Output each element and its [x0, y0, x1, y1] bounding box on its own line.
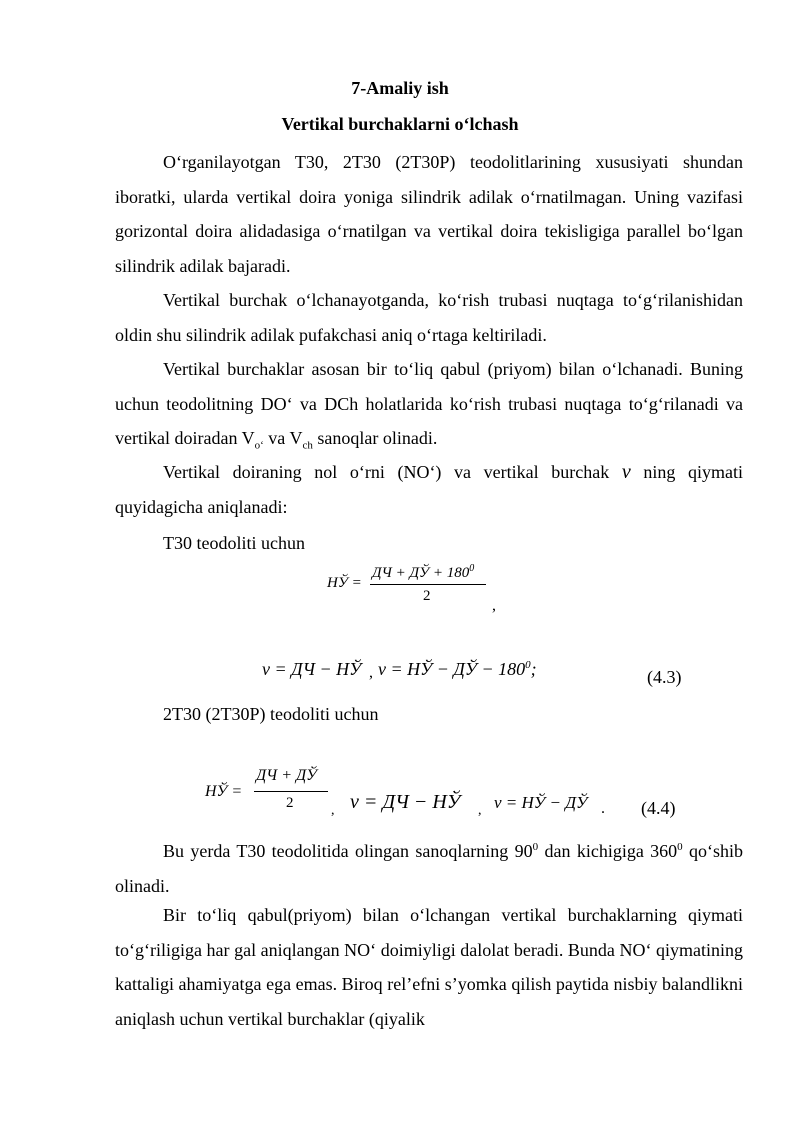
formula-1-denominator: 2 — [423, 588, 431, 604]
formula-1-numerator-text: ДЧ + ДЎ + 180 — [372, 565, 470, 581]
paragraph-note-text-c: qo‘shib olinadi. — [115, 841, 743, 896]
paragraph-conclusion: Bir to‘liq qabul(priyom) bilan o‘lchangan vertikal burchaklarning qiymati to‘g‘riligiga har gal aniqlangan NO‘ doimiyligi dalolat beradi. Bunda NO‘ qiymatining kattaligi ahamiyatga ega emas. Biroq rel’efni s’yomka qilish paytida nisbiy balandlikni aniqlash uchun vertikal burchaklar (qiyalik — [115, 905, 743, 1029]
equation-number-4-3: (4.3) — [647, 667, 682, 687]
formula-3-part-c: ν = НЎ − ДЎ — [494, 793, 588, 812]
formula-1-lhs: НЎ = — [327, 575, 362, 591]
formula-3-comma-1: , — [331, 803, 335, 818]
formula-2-semicolon: ; — [530, 659, 537, 679]
formula-3-denominator: 2 — [286, 795, 294, 811]
formula-2-part-b — [378, 659, 537, 680]
paragraph-zero-place — [115, 455, 743, 524]
paragraph-bubble: Vertikal burchak o‘lchanayotganda, ko‘rish trubasi nuqtaga to‘g‘rilanishidan oldin shu silindrik adilak pufakchasi aniq o‘rtaga keltiriladi. — [115, 290, 743, 345]
formula-1-numerator — [372, 563, 474, 582]
formula-2-separator: , — [369, 664, 373, 681]
paragraph-note-text-b: dan kichigiga 360 — [538, 841, 678, 861]
formula-1-fraction-bar — [370, 584, 486, 585]
formula-2-degree: 0 — [525, 659, 531, 671]
paragraph-zero-text-a: Vertikal doiraning nol o‘rni (NO‘) va vertikal burchak — [163, 462, 622, 482]
formula-3-comma-2: , — [478, 803, 482, 818]
paragraph-measurement-text-c: sanoqlar olinadi. — [312, 428, 438, 448]
equation-number-4-4: (4.4) — [641, 798, 676, 818]
subscript-ch: ch — [302, 439, 313, 452]
paragraph-note-text-a: Bu yerda T30 teodolitida olingan sanoqlarning 90 — [163, 841, 533, 861]
nu-symbol: ν — [621, 461, 631, 483]
t2-label: 2T30 (2T30P) teodoliti uchun — [163, 704, 379, 724]
formula-2-part-a: ν = ДЧ − НЎ — [262, 659, 362, 679]
formula-1-comma: , — [492, 597, 496, 614]
paragraph-note — [115, 830, 743, 903]
formula-3-numerator: ДЧ + ДЎ — [256, 767, 317, 784]
formula-3-lhs: НЎ = — [205, 783, 243, 800]
formula-3-period: . — [601, 800, 605, 817]
formula-3-fraction-bar — [254, 791, 328, 792]
superscript-degree-2: 0 — [677, 841, 683, 853]
paragraph-intro: O‘rganilayotgan T30, 2T30 (2T30P) teodolitlarining xususiyati shundan iboratki, ularda vertikal doira yoniga silindrik adilak o‘rnatilmagan. Uning vazifasi gorizontal doira alidadasiga o‘rnatilgan va vertikal doira tekisligiga parallel bo‘lgan silindrik adilak bajaradi. — [115, 152, 743, 276]
page-title: Vertikal burchaklarni o‘lchash — [281, 114, 519, 134]
t30-label: T30 teodoliti uchun — [163, 533, 305, 553]
paragraph-measurement — [115, 352, 743, 463]
paragraph-measurement-text-b: va V — [263, 428, 303, 448]
practical-work-number: 7-Amaliy ish — [351, 78, 449, 98]
superscript-degree-1: 0 — [532, 841, 539, 853]
formula-2-part-b-text: ν = НЎ − ДЎ − 180 — [378, 659, 526, 679]
paragraph-measurement-text-a: Vertikal burchaklar asosan bir to‘liq qabul (priyom) bilan o‘lchanadi. Buning uchun teodolitning DO‘ va DCh holatlarida ko‘rish trubasi nuqtaga to‘g‘rilanadi va vertikal doiradan V — [115, 359, 743, 448]
formula-3-part-b: ν = ДЧ − НЎ — [350, 791, 461, 813]
formula-1-degree: 0 — [469, 563, 475, 574]
paragraph-zero-text-b: ning qiymati quyidagicha aniqlanadi: — [115, 462, 744, 517]
subscript-o: o‘ — [254, 439, 264, 452]
